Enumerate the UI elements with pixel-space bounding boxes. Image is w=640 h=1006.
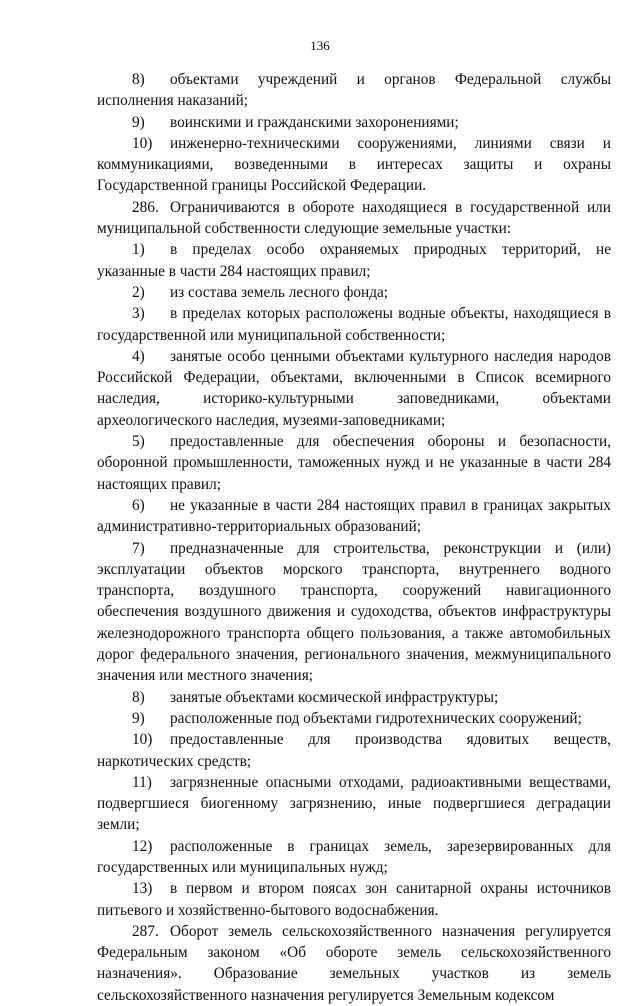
item-text: загрязненные опасными отходами, радиоактивными веществами, подвергшиеся биогенному загрязнению, иные подвергшиеся деградации земли; bbox=[97, 773, 611, 834]
item-number: 2) bbox=[132, 283, 145, 301]
list-item bbox=[97, 878, 611, 921]
item-number: 12) bbox=[132, 837, 153, 855]
item-number: 13) bbox=[132, 880, 153, 898]
item-text: в первом и втором поясах зон санитарной охраны источников питьевого и хозяйственно-бытового водоснабжения. bbox=[97, 880, 611, 919]
list-item bbox=[97, 431, 611, 495]
item-text: занятые особо ценными объектами культурного наследия народов Российской Федерации, объектами, включенными в Список всемирного наследия, историко-культурными заповедниками, объектами археологического наследия, музеями-заповедниками; bbox=[97, 347, 611, 429]
item-text: в пределах которых расположены водные объекты, находящиеся в государственной или муниципальной собственности; bbox=[97, 305, 611, 344]
list-item bbox=[97, 772, 611, 836]
list-item bbox=[97, 69, 611, 112]
item-text: расположенные под объектами гидротехнических сооружений; bbox=[170, 709, 582, 727]
item-number: 3) bbox=[132, 305, 145, 323]
list-item bbox=[97, 346, 611, 431]
list-item bbox=[97, 708, 611, 729]
list-item bbox=[97, 282, 611, 303]
item-text: воинскими и гражданскими захоронениями; bbox=[170, 113, 459, 131]
item-text: не указанные в части 284 настоящих правил в границах закрытых административно-территориальных образований; bbox=[97, 496, 611, 536]
item-text: предназначенные для строительства, реконструкции и (или) эксплуатации объектов морского транспорта, внутреннего водного транспорта, воздушного транспорта, сооружений навигационного обеспечения воздушного движения и судоходства, объектов инфраструктуры железнодорожного транспорта общего пользования, а также автомобильных дорог федерального значения, регионального значения, межмуниципального значения или местного значения; bbox=[97, 539, 611, 685]
list-item bbox=[97, 133, 611, 197]
item-text: предоставленные для производства ядовитых веществ, наркотических средств; bbox=[97, 731, 611, 770]
item-text: занятые объектами космической инфраструктуры; bbox=[170, 688, 499, 706]
item-number: 9) bbox=[132, 709, 145, 727]
item-number: 7) bbox=[132, 539, 145, 557]
item-text: в пределах особо охраняемых природных территорий, не указанные в части 284 настоящих правил; bbox=[97, 241, 611, 280]
list-item bbox=[97, 729, 611, 772]
section-text: Ограничиваются в обороте находящиеся в государственной или муниципальной собственности следующие земельные участки: bbox=[97, 198, 611, 238]
list-item bbox=[97, 495, 611, 538]
page-number: 136 bbox=[310, 38, 330, 53]
item-text: объектами учреждений и органов Федеральной службы исполнения наказаний; bbox=[97, 71, 611, 110]
item-number: 11) bbox=[132, 773, 152, 791]
item-text: предоставленные для обеспечения обороны и безопасности, оборонной промышленности, таможенных нужд и не указанные в части 284 настоящих правил; bbox=[97, 433, 611, 493]
item-number: 9) bbox=[132, 113, 145, 131]
item-number: 4) bbox=[132, 347, 145, 365]
item-number: 10) bbox=[132, 731, 153, 749]
item-text: инженерно-техническими сооружениями, линиями связи и коммуникациями, возведенными в интересах защиты и охраны Государственной границы Российской Федерации. bbox=[97, 134, 611, 195]
section-number: 287. bbox=[132, 922, 159, 940]
item-number: 6) bbox=[132, 496, 145, 514]
item-text: расположенные в границах земель, зарезервированных для государственных или муниципальных нужд; bbox=[97, 837, 611, 876]
list-item bbox=[97, 687, 611, 708]
item-number: 5) bbox=[132, 433, 145, 451]
list-item bbox=[97, 303, 611, 346]
list-item bbox=[97, 112, 611, 133]
list-item bbox=[97, 538, 611, 687]
list-item bbox=[97, 836, 611, 879]
section-paragraph bbox=[97, 921, 611, 1006]
item-number: 8) bbox=[132, 688, 145, 706]
document-body bbox=[97, 69, 611, 1006]
list-item bbox=[97, 239, 611, 282]
section-text: Оборот земель сельскохозяйственного назначения регулируется Федеральным законом «Об обороте земель сельскохозяйственного назначения». Образование земельных участков из земель сельскохозяйственного назначения регулируется Земельным кодексом bbox=[97, 922, 611, 1004]
section-paragraph bbox=[97, 197, 611, 240]
item-number: 8) bbox=[132, 71, 145, 88]
item-number: 10) bbox=[132, 134, 153, 152]
item-text: из состава земель лесного фонда; bbox=[170, 283, 389, 301]
item-number: 1) bbox=[132, 241, 145, 259]
section-number: 286. bbox=[132, 198, 159, 216]
